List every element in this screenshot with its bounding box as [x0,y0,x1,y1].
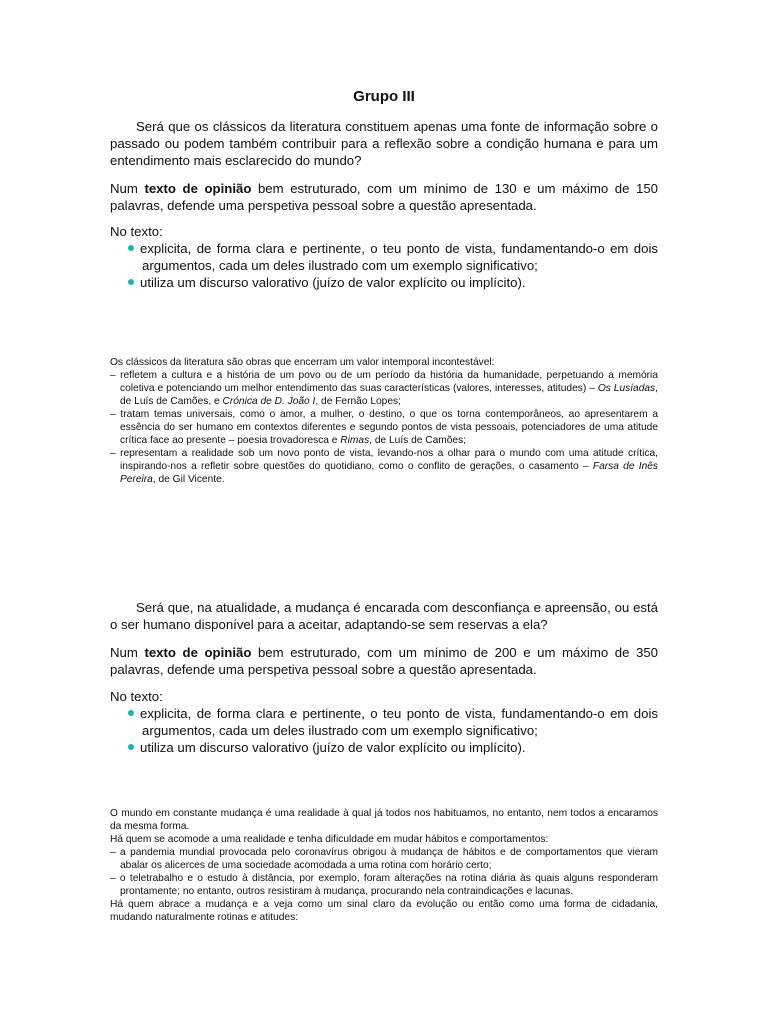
list-item-text: explicita, de forma clara e pertinente, o teu ponto de vista, fundamentando-o em dois argumentos, cada um deles ilustrado com um exemplo significativo; [140,241,658,273]
bullet-dot-icon [128,710,134,716]
text: , de Luís de Camões; [369,435,467,446]
notes-1-dash-2 [110,408,658,447]
text: – representam a realidade sob um novo ponto de vista, levando-nos a olhar para o mundo com uma atitude crítica, inspirando-nos a refletir sobre questões do quotidiano, como o conflito de gerações, o casamento – [110,448,658,472]
text: , de Gil Vicente. [152,474,225,485]
instr-bold: texto de opinião [144,645,252,660]
instr-pre: Num [110,181,145,196]
notes-2-para-3: Há quem abrace a mudança e a veja como um sinal claro da evolução ou então como uma forma de cidadania, mudando naturalmente rotinas e atitudes: [110,899,658,923]
italic-title: Rimas [340,435,370,446]
text: , de Fernão Lopes; [315,396,401,407]
no-texto-2 [110,688,658,756]
no-texto-1 [110,223,658,291]
notes-1 [110,356,658,486]
no-texto-label: No texto: [110,224,163,239]
notes-2 [110,807,658,924]
italic-title: Farsa de Inês Pereira [120,461,658,485]
notes-2-dash-2: – o teletrabalho e o estudo à distância, por exemplo, foram alterações na rotina diária às quais alguns responderam prontamente; no entanto, outros resistiram à mudança, procurando nela contraindicações e lacunas. [110,873,658,897]
page-title: Grupo III [353,88,415,105]
notes-2-para-2: Há quem se acomode a uma realidade e tenha dificuldade em mudar hábitos e comportamentos: [110,834,549,845]
text: – refletem a cultura e a história de um povo ou de um período da história da humanidade, perpetuando a memória coletiva e potenciando um melhor entendimento das suas características (valores, interesses, atitudes) – [110,370,658,394]
list-item-text: utiliza um discurso valorativo (juízo de valor explícito ou implícito). [140,275,526,290]
instructions-2-text [110,644,658,678]
list-item-text: explicita, de forma clara e pertinente, o teu ponto de vista, fundamentando-o em dois argumentos, cada um deles ilustrado com um exemplo significativo; [140,706,658,738]
list-item [110,274,658,291]
list-item [110,240,658,274]
notes-1-dash-3 [110,447,658,486]
bullet-list-2 [110,705,658,756]
bullet-dot-icon [128,245,134,251]
instructions-1 [110,180,658,214]
instructions-2 [110,644,658,678]
list-item [110,705,658,739]
bullet-dot-icon [128,744,134,750]
list-item-text: utiliza um discurso valorativo (juízo de valor explícito ou implícito). [140,740,526,755]
bullet-list-1 [110,240,658,291]
instr-post: bem estruturado, com um mínimo de 200 e um máximo de 350 palavras, defende uma perspetiva pessoal sobre a questão apresentada. [110,645,659,677]
italic-title: Os Lusíadas [597,383,656,394]
instr-pre: Num [110,645,145,660]
question-2 [110,599,658,633]
list-item [110,739,658,756]
question-1-text: Será que os clássicos da literatura constituem apenas uma fonte de informação sobre o passado ou podem também contribuir para a reflexão sobre a condição humana e para um entendimento mais esclarecido do mundo? [110,119,658,168]
text: – tratam temas universais, como o amor, a mulher, o destino, o que os torna contemporâneos, ao apresentarem a essência do ser humano em contextos diferentes e segundo pontos de vista pessoais, potenciadores de uma atitude crítica face ao presente – poesia trovadoresca e [110,409,658,446]
question-1 [110,118,658,169]
text: , de Luís de Camões, e [120,383,658,407]
no-texto-label: No texto: [110,689,163,704]
instr-bold: texto de opinião [144,181,252,196]
instructions-1-text [110,180,658,214]
bullet-dot-icon [128,279,134,285]
notes-2-para-1: O mundo em constante mudança é uma realidade à qual já todos nos habituamos, no entanto, nem todos a encaramos da mesma forma. [110,808,658,832]
italic-title: Crónica de D. João I [222,396,316,407]
notes-1-intro: Os clássicos da literatura são obras que encerram um valor intemporal incontestável: [110,357,495,368]
notes-2-dash-1: – a pandemia mundial provocada pelo coronavírus obrigou à mudança de hábitos e de comportamentos que vieram abalar os alicerces de uma sociedade acomodada a uma rotina com horário certo; [110,847,658,871]
notes-1-dash-1 [110,369,658,408]
question-2-text: Será que, na atualidade, a mudança é encarada com desconfiança e apreensão, ou está o ser humano disponível para a aceitar, adaptando-se sem reservas a ela? [110,600,658,632]
instr-post: bem estruturado, com um mínimo de 130 e um máximo de 150 palavras, defende uma perspetiva pessoal sobre a questão apresentada. [110,181,659,213]
